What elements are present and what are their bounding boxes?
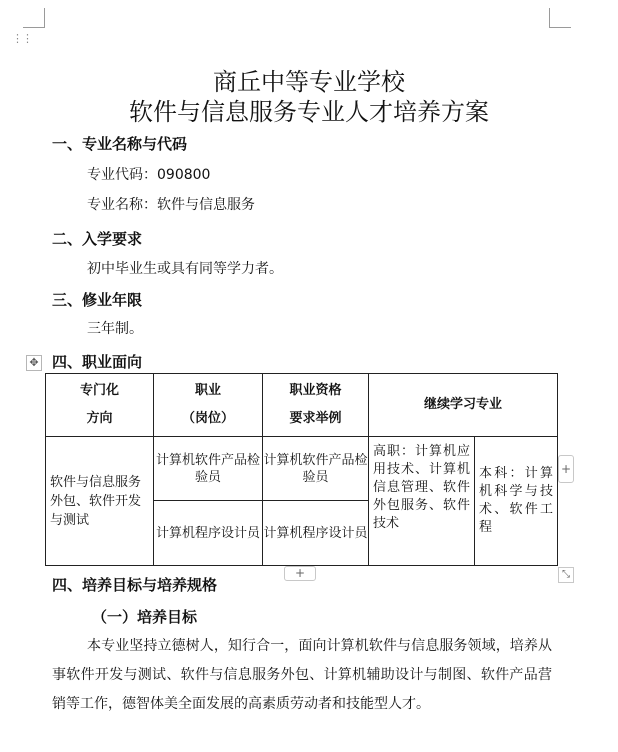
header-direction-line1: 专门化 — [79, 383, 119, 398]
crop-mark-top-left-horizontal — [23, 27, 45, 28]
major-code-text: 专业代码：090800 — [87, 167, 211, 183]
header-cert-line1: 职业资格 — [289, 383, 342, 398]
section-heading-name-code: 一、专业名称与代码 — [52, 135, 188, 153]
major-name-text: 专业名称：软件与信息服务 — [87, 197, 255, 213]
header-job — [154, 374, 263, 437]
document-subtitle: 软件与信息服务专业人才培养方案 — [129, 98, 489, 126]
section-heading-objectives: 四、培养目标与培养规格 — [52, 576, 218, 594]
header-certification — [263, 374, 369, 437]
header-job-line1: 职业 — [194, 383, 221, 398]
add-column-button[interactable]: + — [558, 455, 574, 483]
header-further-study: 继续学习专业 — [369, 374, 558, 437]
section-heading-duration: 三、修业年限 — [52, 291, 143, 309]
career-orientation-table — [45, 373, 558, 566]
cell-cert-inspector: 计算机软件产品检验员 — [263, 437, 369, 501]
document-title: 商丘中等专业学校 — [213, 68, 405, 96]
section-heading-career: 四、职业面向 — [52, 353, 143, 371]
table-resize-handle-icon[interactable]: ⤡ — [558, 567, 574, 583]
table-move-handle-icon[interactable]: ✥ — [26, 355, 42, 371]
crop-mark-top-right-vertical — [549, 8, 550, 28]
cell-direction: 软件与信息服务外包、软件开发与测试 — [46, 437, 154, 566]
objectives-paragraph: 本专业坚持立德树人，知行合一，面向计算机软件与信息服务领域，培养从事软件开发与测试、软件与信息服务外包、计算机辅助设计与制图、软件产品营销等工作，德智体美全面发展的高素质劳动者和技能型人才。 — [52, 638, 552, 712]
cell-cert-programmer: 计算机程序设计员 — [263, 501, 369, 566]
header-job-line2: （岗位） — [181, 411, 234, 426]
crop-mark-top-left-vertical — [44, 8, 45, 28]
crop-mark-top-right-horizontal — [549, 27, 571, 28]
section-heading-admission: 二、入学要求 — [52, 230, 143, 248]
subsection-heading-objectives: （一）培养目标 — [92, 608, 198, 626]
cell-job-inspector: 计算机软件产品检验员 — [154, 437, 263, 501]
header-direction — [46, 374, 154, 437]
duration-text: 三年制。 — [87, 321, 143, 337]
header-cert-line2: 要求举例 — [289, 411, 342, 426]
header-direction-line2: 方向 — [86, 411, 113, 426]
cell-job-programmer: 计算机程序设计员 — [154, 501, 263, 566]
paragraph-drag-grip-icon[interactable]: ⋮⋮ — [12, 32, 32, 45]
cell-undergrad-majors: 本科：计算机科学与技术、软件工程 — [475, 437, 558, 566]
admission-text: 初中毕业生或具有同等学力者。 — [87, 261, 283, 277]
cell-vocational-majors: 高职：计算机应用技术、计算机信息管理、软件外包服务、软件技术 — [369, 437, 475, 566]
add-row-button[interactable]: + — [284, 566, 316, 581]
